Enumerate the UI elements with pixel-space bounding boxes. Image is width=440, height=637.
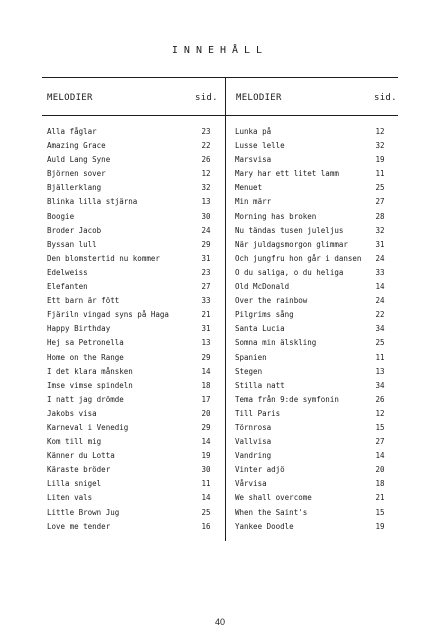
song-page: 19 (201, 451, 211, 461)
song-title: Byssan lull (47, 239, 97, 249)
song-title: Och jungfru hon går i dansen (235, 253, 362, 263)
song-title: Santa Lucia (235, 324, 285, 334)
song-page: 31 (201, 253, 211, 263)
toc-entry (47, 153, 217, 167)
toc-entry (235, 238, 395, 252)
toc-entry (235, 491, 395, 505)
toc-entry (47, 435, 217, 449)
song-title: Björnen sover (47, 169, 106, 179)
song-page: 22 (201, 141, 211, 151)
song-page: 15 (375, 422, 385, 432)
song-page: 14 (201, 437, 211, 447)
page-number: 40 (214, 617, 225, 627)
toc-entry (235, 421, 395, 435)
song-page: 19 (375, 521, 385, 531)
song-title: Kom till mig (47, 437, 102, 447)
song-page: 29 (201, 239, 211, 249)
header-rule (42, 115, 398, 116)
song-title: Vandring (235, 451, 272, 461)
toc-entry (235, 379, 395, 393)
song-title: Broder Jacob (47, 225, 102, 235)
song-page: 13 (201, 338, 211, 348)
song-page: 22 (375, 310, 385, 320)
song-title: Somna min älskling (235, 338, 317, 348)
song-title: Tema från 9:de symfonin (235, 394, 339, 404)
song-title: Edelweiss (47, 267, 88, 277)
toc-entry (235, 520, 395, 534)
song-page: 24 (201, 225, 211, 235)
toc-entry (235, 167, 395, 181)
toc-entry (235, 407, 395, 421)
song-page: 18 (201, 380, 211, 390)
song-title: Lilla snigel (47, 479, 102, 489)
song-title: Morning has broken (235, 211, 317, 221)
song-title: Yankee Doodle (235, 521, 294, 531)
song-title: Hej sa Petronella (47, 338, 124, 348)
song-title: Karneval i Venedig (47, 422, 129, 432)
song-page: 17 (201, 394, 211, 404)
song-title: Amazing Grace (47, 141, 106, 151)
toc-entry (235, 181, 395, 195)
song-title: Jakobs visa (47, 408, 97, 418)
left-song-list (47, 125, 217, 534)
song-title: Little Brown Jug (47, 507, 120, 517)
toc-entry (235, 153, 395, 167)
right-song-list (235, 125, 395, 534)
song-title: Mary har ett litet lamm (235, 169, 339, 179)
song-title: We shall overcome (235, 493, 312, 503)
song-page: 13 (201, 197, 211, 207)
song-page: 14 (201, 366, 211, 376)
song-page: 12 (201, 169, 211, 179)
song-title: Käraste bröder (47, 465, 111, 475)
song-title: Pilgrims sång (235, 310, 294, 320)
toc-entry (235, 294, 395, 308)
toc-entry (235, 477, 395, 491)
song-page: 26 (375, 394, 385, 404)
toc-entry (47, 139, 217, 153)
song-page: 11 (375, 352, 385, 362)
toc-entry (235, 435, 395, 449)
song-title: Bjällerklang (47, 183, 102, 193)
right-header-page-label: sid. (374, 93, 397, 103)
toc-entry (235, 139, 395, 153)
toc-entry (47, 449, 217, 463)
song-page: 27 (375, 437, 385, 447)
song-page: 25 (375, 183, 385, 193)
toc-entry (47, 280, 217, 294)
toc-entry (47, 224, 217, 238)
song-title: Blinka lilla stjärna (47, 197, 138, 207)
song-page: 14 (375, 451, 385, 461)
song-page: 26 (201, 155, 211, 165)
song-title: Lusse lelle (235, 141, 285, 151)
toc-entry (47, 477, 217, 491)
song-page: 20 (201, 408, 211, 418)
song-page: 30 (201, 465, 211, 475)
song-page: 29 (201, 422, 211, 432)
song-title: Min märr (235, 197, 272, 207)
toc-entry (235, 308, 395, 322)
song-page: 27 (375, 197, 385, 207)
toc-entry (47, 421, 217, 435)
left-column-header (47, 93, 217, 103)
song-title: Vinter adjö (235, 465, 285, 475)
song-title: Love me tender (47, 521, 111, 531)
song-page: 34 (375, 380, 385, 390)
toc-entry (47, 351, 217, 365)
toc-entry (47, 336, 217, 350)
song-title: O du saliga, o du heliga (235, 267, 344, 277)
song-title: Liten vals (47, 493, 93, 503)
toc-entry (47, 238, 217, 252)
top-rule (42, 77, 398, 78)
song-page: 11 (201, 479, 211, 489)
song-title: Elefanten (47, 282, 88, 292)
song-page: 24 (375, 253, 385, 263)
song-title: Vallvisa (235, 437, 272, 447)
song-title: Känner du Lotta (47, 451, 115, 461)
toc-entry (47, 393, 217, 407)
song-page: 18 (375, 479, 385, 489)
song-title: When the Saint's (235, 507, 308, 517)
toc-entry (235, 280, 395, 294)
song-title: Till Paris (235, 408, 281, 418)
song-page: 11 (375, 169, 385, 179)
toc-entry (47, 365, 217, 379)
song-page: 28 (375, 211, 385, 221)
song-page: 25 (375, 338, 385, 348)
toc-entry (47, 195, 217, 209)
page-title: INNEHÅLL (171, 45, 269, 56)
toc-entry (235, 210, 395, 224)
song-title: Over the rainbow (235, 296, 308, 306)
song-title: Alla fåglar (47, 127, 97, 136)
song-page: 23 (201, 127, 211, 136)
toc-entry (235, 322, 395, 336)
song-page: 16 (201, 521, 211, 531)
song-page: 34 (375, 324, 385, 334)
song-title: Auld Lang Syne (47, 155, 111, 165)
song-title: Den blomstertid nu kommer (47, 253, 160, 263)
song-page: 15 (375, 507, 385, 517)
toc-entry (235, 351, 395, 365)
song-page: 19 (375, 155, 385, 165)
song-page: 25 (201, 507, 211, 517)
toc-entry (47, 125, 217, 139)
song-page: 12 (375, 408, 385, 418)
song-page: 12 (375, 127, 385, 136)
song-title: Stilla natt (235, 380, 285, 390)
toc-entry (47, 506, 217, 520)
song-title: Home on the Range (47, 352, 124, 362)
left-header-page-label: sid. (195, 93, 218, 103)
toc-entry (47, 167, 217, 181)
song-page: 32 (375, 225, 385, 235)
song-title: Fjäriln vingad syns på Haga (47, 310, 169, 320)
song-page: 32 (201, 183, 211, 193)
toc-entry (235, 463, 395, 477)
song-title: När juldagsmorgon glimmar (235, 239, 348, 249)
song-page: 20 (375, 465, 385, 475)
song-page: 24 (375, 296, 385, 306)
song-page: 33 (201, 296, 211, 306)
toc-entry (235, 506, 395, 520)
song-title: Vårvisa (235, 479, 267, 489)
song-title: Spanien (235, 352, 267, 362)
song-title: Imse vimse spindeln (47, 380, 133, 390)
toc-entry (235, 195, 395, 209)
song-title: I det klara månsken (47, 366, 133, 376)
song-page: 30 (201, 211, 211, 221)
toc-entry (47, 463, 217, 477)
song-page: 27 (201, 282, 211, 292)
song-page: 21 (201, 310, 211, 320)
toc-entry (235, 252, 395, 266)
right-header-title: MELODIER (236, 93, 282, 103)
song-title: Stegen (235, 366, 263, 376)
song-page: 31 (375, 239, 385, 249)
song-title: Törnrosa (235, 422, 272, 432)
song-title: Happy Birthday (47, 324, 111, 334)
toc-entry (235, 266, 395, 280)
toc-entry (235, 336, 395, 350)
song-title: Lunka på (235, 127, 272, 136)
toc-entry (47, 210, 217, 224)
song-title: I natt jag drömde (47, 394, 124, 404)
toc-entry (47, 252, 217, 266)
song-page: 23 (201, 267, 211, 277)
toc-entry (47, 181, 217, 195)
song-title: Ett barn är fött (47, 296, 120, 306)
toc-entry (235, 125, 395, 139)
toc-entry (47, 379, 217, 393)
toc-entry (235, 224, 395, 238)
toc-entry (47, 407, 217, 421)
column-divider (225, 77, 226, 541)
toc-entry (47, 322, 217, 336)
song-page: 14 (201, 493, 211, 503)
toc-entry (47, 308, 217, 322)
song-title: Menuet (235, 183, 263, 193)
toc-entry (235, 365, 395, 379)
song-page: 14 (375, 282, 385, 292)
song-page: 33 (375, 267, 385, 277)
song-title: Old McDonald (235, 282, 290, 292)
song-title: Nu tändas tusen juleljus (235, 225, 344, 235)
toc-entry (47, 266, 217, 280)
toc-entry (47, 491, 217, 505)
song-page: 29 (201, 352, 211, 362)
toc-entry (235, 449, 395, 463)
toc-entry (235, 393, 395, 407)
song-title: Marsvisa (235, 155, 272, 165)
right-column-header (236, 93, 396, 103)
toc-entry (47, 294, 217, 308)
song-title: Boogie (47, 211, 75, 221)
toc-entry (47, 520, 217, 534)
song-page: 13 (375, 366, 385, 376)
left-header-title: MELODIER (47, 93, 93, 103)
song-page: 32 (375, 141, 385, 151)
song-page: 31 (201, 324, 211, 334)
song-page: 21 (375, 493, 385, 503)
